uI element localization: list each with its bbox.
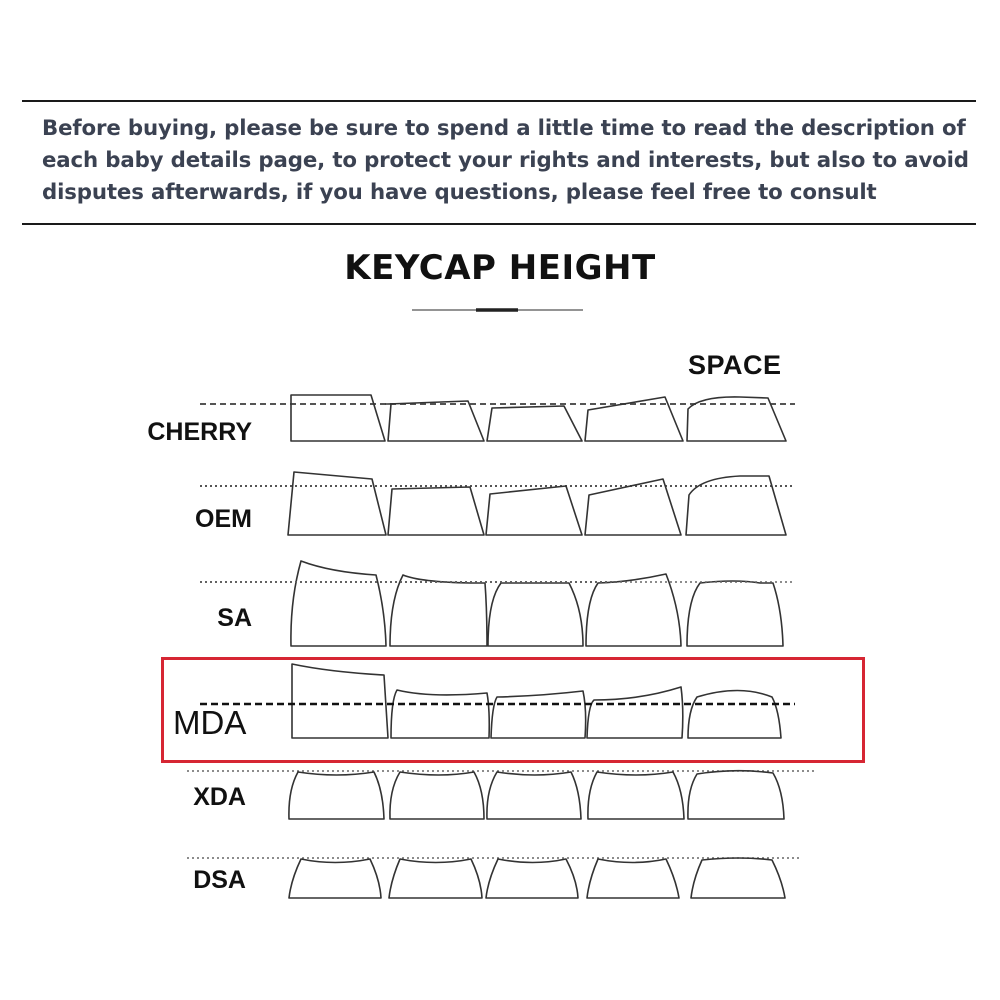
- profile-row-sa: [200, 561, 795, 646]
- profile-label-oem: OEM: [195, 505, 252, 533]
- space-column-label: SPACE: [688, 350, 782, 380]
- purchase-notice: Before buying, please be sure to spend a little time to read the description of each baby details page, to protect your rights and interests, but also to avoid disputes afterwards, if you have questions, please feel free to consult: [42, 116, 969, 205]
- profile-row-cherry: [200, 395, 795, 441]
- profile-label-mda: MDA: [173, 704, 247, 741]
- page-title: KEYCAP HEIGHT: [344, 248, 656, 288]
- profile-row-oem: [200, 472, 795, 535]
- profile-row-xda: [187, 771, 815, 819]
- profile-label-xda: XDA: [193, 783, 246, 811]
- profile-label-cherry: CHERRY: [147, 418, 252, 446]
- profile-label-dsa: DSA: [193, 866, 246, 894]
- profile-row-dsa: [187, 858, 800, 898]
- mda-highlight-box: [161, 657, 865, 763]
- profile-label-sa: SA: [217, 604, 252, 632]
